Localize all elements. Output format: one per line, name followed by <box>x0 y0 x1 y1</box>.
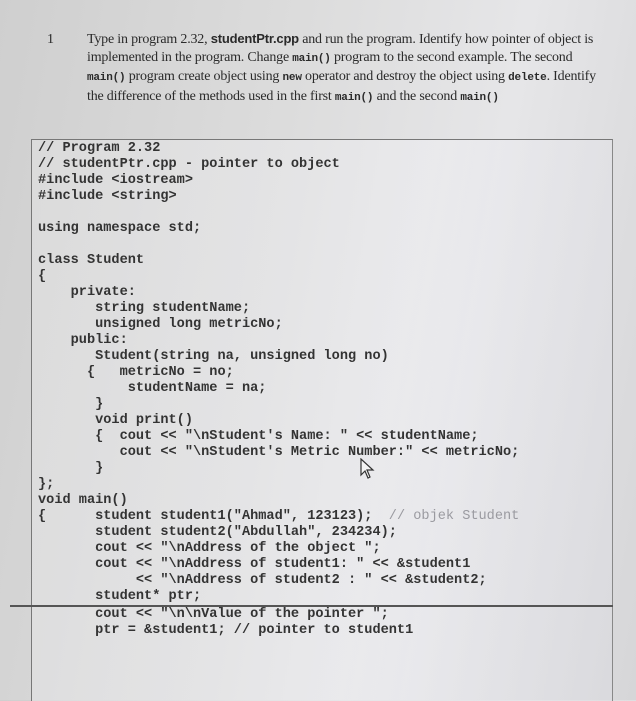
code-line <box>38 141 519 157</box>
code-line-text: { metricNo = no; <box>38 365 234 380</box>
code-line-text: } <box>38 397 104 412</box>
code-line <box>38 525 519 541</box>
code-line <box>38 573 519 589</box>
code-line <box>38 205 519 221</box>
code-line <box>38 317 519 333</box>
code-line <box>38 173 519 189</box>
code-line <box>38 493 519 509</box>
code-line-text: cout << "\n\nValue of the pointer "; <box>38 607 389 622</box>
code-line <box>38 221 519 237</box>
code-line-text: cout << "\nAddress of student1: " << &student1 <box>38 557 471 572</box>
code-line-text: } <box>38 461 104 476</box>
code-line <box>38 189 519 205</box>
code-line-text: #include <iostream> <box>38 173 193 188</box>
code-line-text: void main() <box>38 493 128 508</box>
code-line-text: unsigned long metricNo; <box>38 317 283 332</box>
code-line <box>38 589 519 605</box>
code-line <box>38 269 519 285</box>
code-line-text: student student2("Abdullah", 234234); <box>38 525 397 540</box>
code-line <box>38 607 413 623</box>
code-line <box>38 253 519 269</box>
code-line <box>38 349 519 365</box>
code-listing <box>38 141 519 605</box>
code-line <box>38 301 519 317</box>
code-line-text: #include <string> <box>38 189 177 204</box>
question-text-part: and the second <box>373 88 461 104</box>
code-line <box>38 397 519 413</box>
code-line <box>38 413 519 429</box>
code-line <box>38 461 519 477</box>
code-line-text: { student student1("Ahmad", 123123); <box>38 509 373 524</box>
mouse-pointer-icon <box>360 458 376 480</box>
code-line-text: string studentName; <box>38 301 251 316</box>
code-line <box>38 541 519 557</box>
question-text-part: Type in program 2.32, <box>87 32 211 47</box>
code-line <box>38 429 519 445</box>
code-line <box>38 285 519 301</box>
code-comment: // objek Student <box>372 509 520 524</box>
code-keyword: main() <box>87 72 126 84</box>
code-line-text: { cout << "\nStudent's Name: " << studentName; <box>38 429 479 444</box>
code-listing-continued <box>38 607 413 639</box>
code-line-text: cout << "\nAddress of the object "; <box>38 541 381 556</box>
code-line-text: cout << "\nStudent's Metric Number:" << metricNo; <box>38 445 520 460</box>
code-line-text: }; <box>38 477 55 492</box>
code-line <box>38 477 519 493</box>
question-number: 1 <box>47 32 54 47</box>
code-keyword: main() <box>334 91 374 104</box>
code-line-text: Student(string na, unsigned long no) <box>38 349 389 364</box>
code-keyword: delete <box>508 72 547 84</box>
code-keyword: new <box>282 72 302 84</box>
code-line <box>38 365 519 381</box>
code-line-text: // Program 2.32 <box>38 141 161 156</box>
code-keyword: main() <box>292 52 331 65</box>
code-line <box>38 157 519 173</box>
code-line-text: class Student <box>38 253 145 268</box>
question-text-part: program create object using <box>125 69 283 84</box>
code-line-text: student* ptr; <box>38 589 202 604</box>
code-line-text: private: <box>38 285 136 300</box>
code-line-text: ptr = &student1; // pointer to student1 <box>38 623 414 638</box>
question-text <box>87 30 607 107</box>
code-line <box>38 509 519 525</box>
code-line-text: void print() <box>38 413 193 428</box>
code-line <box>38 623 413 639</box>
code-line-text: using namespace std; <box>38 221 202 236</box>
code-line-text: public: <box>38 333 128 348</box>
code-line-text: // studentPtr.cpp - pointer to object <box>38 157 340 172</box>
question-text-part: . Identify the difference of the methods used in the first <box>87 69 596 104</box>
question-text-part: program to the second example. The second <box>330 49 573 65</box>
code-line-text: studentName = na; <box>38 381 267 396</box>
code-line <box>38 445 519 461</box>
question-text-part: operator and destroy the object using <box>301 69 509 84</box>
code-line-text: { <box>38 269 47 284</box>
question-text-part: and run the program. Identify how pointer of object is implemented in the program. Change <box>87 32 594 65</box>
code-line-text: << "\nAddress of student2 : " << &student2; <box>38 573 487 588</box>
code-keyword: main() <box>460 91 499 104</box>
code-line <box>38 333 519 349</box>
code-line <box>38 381 519 397</box>
code-line <box>38 557 519 573</box>
code-line <box>38 237 519 253</box>
filename: studentPtr.cpp <box>210 31 299 46</box>
